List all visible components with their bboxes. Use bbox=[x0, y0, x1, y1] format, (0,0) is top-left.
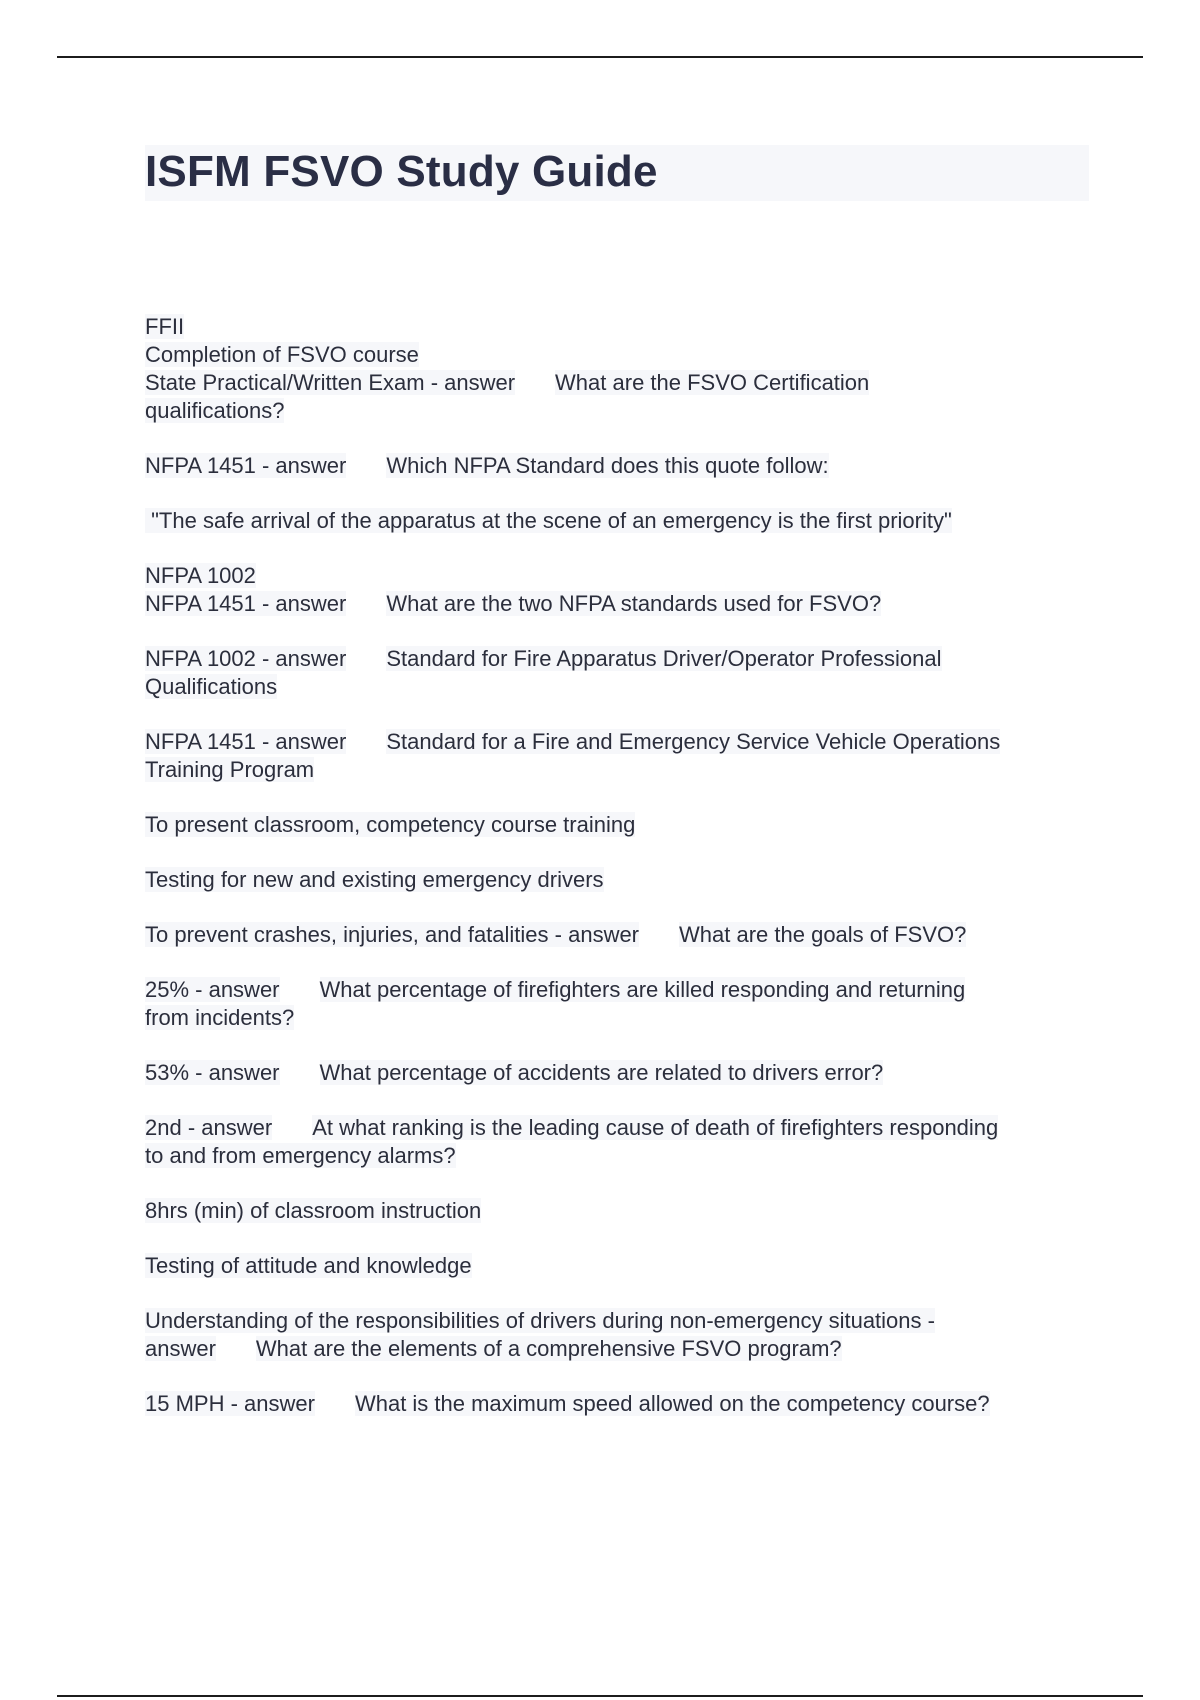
answer-text: answer bbox=[145, 1336, 216, 1361]
page-title: ISFM FSVO Study Guide bbox=[145, 147, 658, 196]
flashcard-item bbox=[145, 921, 1095, 949]
answer-text: NFPA 1451 - answer bbox=[145, 729, 347, 754]
flashcard-line bbox=[145, 1004, 1095, 1032]
flashcard-item bbox=[145, 1390, 1095, 1418]
flashcard-line bbox=[145, 369, 1095, 397]
flashcard-line bbox=[145, 1142, 1095, 1170]
answer-text: NFPA 1002 bbox=[145, 563, 256, 588]
answer-text: 53% - answer bbox=[145, 1060, 280, 1085]
answer-text: To prevent crashes, injuries, and fatalities - answer bbox=[145, 922, 640, 947]
answer-text: NFPA 1451 - answer bbox=[145, 591, 347, 616]
flashcard-line bbox=[145, 341, 1095, 369]
flashcard-line bbox=[145, 811, 1095, 839]
answer-text: from incidents? bbox=[145, 1005, 295, 1030]
flashcard-line bbox=[145, 1307, 1095, 1335]
question-text: What percentage of accidents are related to drivers error? bbox=[319, 1060, 884, 1085]
answer-text: 2nd - answer bbox=[145, 1115, 273, 1140]
question-text: What is the maximum speed allowed on the competency course? bbox=[354, 1391, 990, 1416]
answer-text: Training Program bbox=[145, 757, 315, 782]
question-text: Standard for a Fire and Emergency Service Vehicle Operations bbox=[386, 729, 1001, 754]
flashcard-line bbox=[145, 590, 1095, 618]
flashcard-item bbox=[145, 562, 1095, 618]
flashcard-item bbox=[145, 645, 1095, 701]
answer-text: Understanding of the responsibilities of drivers during non-emergency situations - bbox=[145, 1308, 935, 1333]
study-guide-content bbox=[145, 313, 1095, 1445]
flashcard-item bbox=[145, 1114, 1095, 1170]
flashcard-item bbox=[145, 1197, 1095, 1225]
answer-text: Testing for new and existing emergency drivers bbox=[145, 867, 604, 892]
flashcard-line bbox=[145, 673, 1095, 701]
top-divider bbox=[57, 56, 1143, 58]
flashcard-line bbox=[145, 1252, 1095, 1280]
flashcard-line bbox=[145, 1390, 1095, 1418]
answer-text: State Practical/Written Exam - answer bbox=[145, 370, 516, 395]
answer-text: FFII bbox=[145, 314, 185, 339]
question-text: What are the goals of FSVO? bbox=[679, 922, 967, 947]
answer-text: NFPA 1451 - answer bbox=[145, 453, 347, 478]
question-text: What are the two NFPA standards used for FSVO? bbox=[386, 591, 882, 616]
flashcard-item bbox=[145, 811, 1095, 839]
question-text: What are the FSVO Certification bbox=[555, 370, 870, 395]
flashcard-line bbox=[145, 313, 1095, 341]
flashcard-line bbox=[145, 1335, 1095, 1363]
question-text: Standard for Fire Apparatus Driver/Operator Professional bbox=[386, 646, 942, 671]
bottom-divider bbox=[57, 1695, 1143, 1697]
flashcard-line bbox=[145, 1197, 1095, 1225]
flashcard-item bbox=[145, 976, 1095, 1032]
flashcard-line bbox=[145, 976, 1095, 1004]
flashcard-line bbox=[145, 1059, 1095, 1087]
flashcard-line bbox=[145, 452, 1095, 480]
answer-text: Completion of FSVO course bbox=[145, 342, 419, 367]
flashcard-line bbox=[145, 562, 1095, 590]
question-text: At what ranking is the leading cause of death of firefighters responding bbox=[312, 1115, 999, 1140]
answer-text: 8hrs (min) of classroom instruction bbox=[145, 1198, 482, 1223]
answer-text: To present classroom, competency course training bbox=[145, 812, 636, 837]
question-text: Which NFPA Standard does this quote follow: bbox=[386, 453, 829, 478]
answer-text: "The safe arrival of the apparatus at the scene of an emergency is the first priority" bbox=[145, 508, 952, 533]
flashcard-item bbox=[145, 1252, 1095, 1280]
flashcard-line bbox=[145, 645, 1095, 673]
flashcard-item bbox=[145, 452, 1095, 480]
answer-text: to and from emergency alarms? bbox=[145, 1143, 456, 1168]
flashcard-item bbox=[145, 1059, 1095, 1087]
flashcard-item bbox=[145, 507, 1095, 535]
flashcard-line bbox=[145, 728, 1095, 756]
flashcard-item bbox=[145, 313, 1095, 425]
question-text: What are the elements of a comprehensive FSVO program? bbox=[255, 1336, 842, 1361]
question-text: What percentage of firefighters are killed responding and returning bbox=[319, 977, 966, 1002]
answer-text: 15 MPH - answer bbox=[145, 1391, 315, 1416]
flashcard-line bbox=[145, 866, 1095, 894]
answer-text: qualifications? bbox=[145, 398, 285, 423]
flashcard-item bbox=[145, 866, 1095, 894]
flashcard-line bbox=[145, 1114, 1095, 1142]
flashcard-line bbox=[145, 756, 1095, 784]
flashcard-line bbox=[145, 921, 1095, 949]
answer-text: Testing of attitude and knowledge bbox=[145, 1253, 472, 1278]
answer-text: 25% - answer bbox=[145, 977, 280, 1002]
flashcard-item bbox=[145, 1307, 1095, 1363]
flashcard-item bbox=[145, 728, 1095, 784]
answer-text: Qualifications bbox=[145, 674, 278, 699]
flashcard-line bbox=[145, 397, 1095, 425]
flashcard-line bbox=[145, 507, 1095, 535]
answer-text: NFPA 1002 - answer bbox=[145, 646, 347, 671]
